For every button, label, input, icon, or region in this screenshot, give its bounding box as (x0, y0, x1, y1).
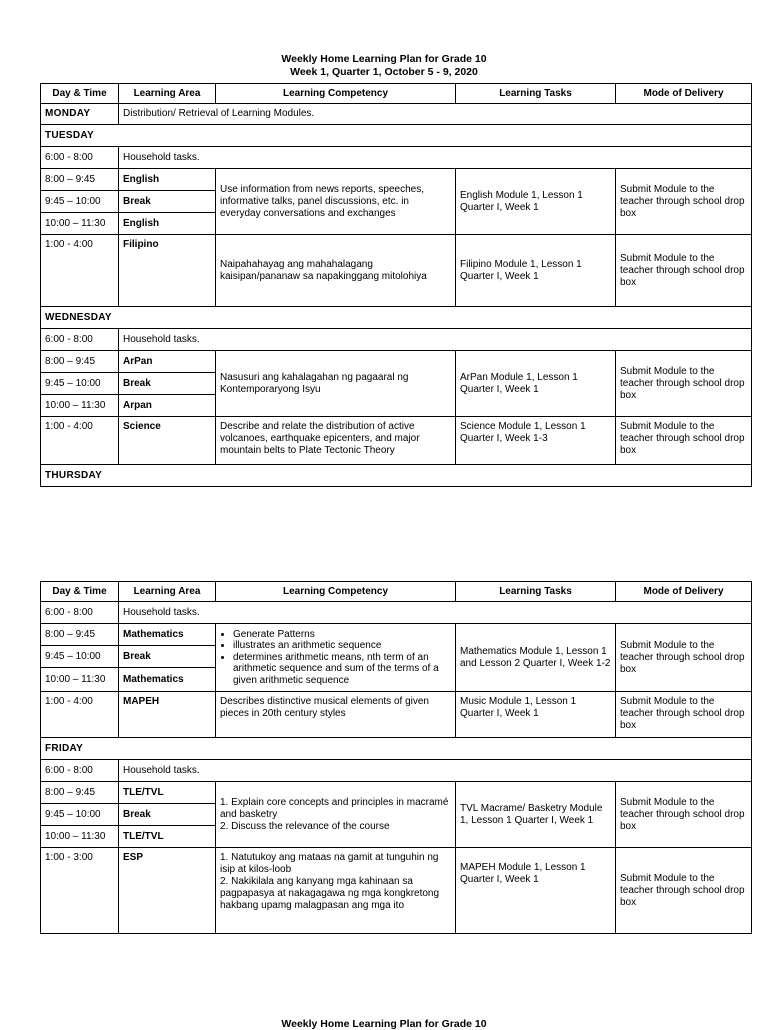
next-plan-title: Weekly Home Learning Plan for Grade 10 (281, 1018, 487, 1030)
col-header-day-time: Day & Time (41, 582, 119, 602)
time-cell: 9:45 – 10:00 (41, 191, 119, 213)
area-cell: Science (119, 417, 216, 465)
area-cell: ArPan (119, 351, 216, 373)
col-header-learning-competency: Learning Competency (216, 582, 456, 602)
table-row (41, 760, 752, 782)
area-cell: MAPEH (119, 692, 216, 738)
col-header-learning-tasks: Learning Tasks (456, 582, 616, 602)
area-cell: Break (119, 373, 216, 395)
table-row (41, 351, 752, 373)
list-item: • determines arithmetic means, nth term of an arithmetic sequence and sum of the terms of a given arithmetic sequence (233, 652, 451, 687)
col-header-learning-competency: Learning Competency (216, 84, 456, 104)
competency-cell: Describe and relate the distribution of active volcanoes, earthquake epicenters, and major mountain belts to Plate Tectonic Theory (216, 417, 456, 465)
time-cell: 8:00 – 9:45 (41, 169, 119, 191)
monday-note: Distribution/ Retrieval of Learning Modules. (119, 104, 752, 125)
area-cell: Filipino (119, 235, 216, 307)
table-row (41, 738, 752, 760)
time-cell: 9:45 – 10:00 (41, 804, 119, 826)
table-row (41, 782, 752, 804)
task-cell: Mathematics Module 1, Lesson 1 and Lesson 2 Quarter I, Week 1-2 (456, 624, 616, 692)
table-row (41, 169, 752, 191)
day-label: TUESDAY (41, 125, 752, 147)
table-row (41, 465, 752, 487)
plan-title: Weekly Home Learning Plan for Grade 10 (281, 53, 487, 65)
area-cell: English (119, 213, 216, 235)
time-cell: 8:00 – 9:45 (41, 782, 119, 804)
competency-cell: Describes distinctive musical elements of given pieces in 20th century styles (216, 692, 456, 738)
time-cell: 6:00 - 8:00 (41, 760, 119, 782)
area-cell: Mathematics (119, 624, 216, 646)
table-row (41, 848, 752, 934)
area-cell: Break (119, 191, 216, 213)
task-cell: MAPEH Module 1, Lesson 1 Quarter I, Week 1 (456, 848, 616, 934)
household-cell: Household tasks. (119, 760, 752, 782)
competency-cell: Use information from news reports, speeches, informative talks, panel discussions, etc. in everyday conversations and exchanges (216, 169, 456, 235)
competency-item: 2. Discuss the relevance of the course (220, 820, 390, 832)
day-label: THURSDAY (41, 465, 752, 487)
competency-cell: Naipahahayag ang mahahalagang kaisipan/pananaw sa napakinggang mitolohiya (216, 235, 456, 307)
time-cell: 10:00 – 11:30 (41, 395, 119, 417)
competency-cell (216, 782, 456, 848)
competency-item: 2. Nakikilala ang kanyang mga kahinaan sa pagpapasya at nakagagawa ng mga kongkretong hakbang upamg malagpasan ang mga ito (220, 876, 440, 911)
household-cell: Household tasks. (119, 147, 752, 169)
task-cell: English Module 1, Lesson 1 Quarter I, Week 1 (456, 169, 616, 235)
competency-cell (216, 624, 456, 692)
area-cell: Break (119, 646, 216, 668)
delivery-cell: Submit Module to the teacher through school drop box (616, 235, 752, 307)
table-row (41, 329, 752, 351)
time-cell: 1:00 - 4:00 (41, 235, 119, 307)
col-header-mode-of-delivery: Mode of Delivery (616, 84, 752, 104)
time-cell: 8:00 – 9:45 (41, 624, 119, 646)
area-cell: Break (119, 804, 216, 826)
delivery-cell: Submit Module to the teacher through school drop box (616, 782, 752, 848)
delivery-cell: Submit Module to the teacher through school drop box (616, 417, 752, 465)
task-cell: Filipino Module 1, Lesson 1 Quarter I, Week 1 (456, 235, 616, 307)
task-cell: ArPan Module 1, Lesson 1 Quarter I, Week 1 (456, 351, 616, 417)
area-cell: Mathematics (119, 668, 216, 692)
plan-table-2 (40, 581, 752, 934)
table-header-row (41, 582, 752, 602)
table-row (41, 624, 752, 646)
competency-item: 1. Natutukoy ang mataas na gamit at tunguhin ng isip at kilos-loob (220, 852, 439, 875)
delivery-cell: Submit Module to the teacher through school drop box (616, 692, 752, 738)
delivery-cell: Submit Module to the teacher through school drop box (616, 169, 752, 235)
table-row (41, 104, 752, 125)
time-cell: 6:00 - 8:00 (41, 329, 119, 351)
delivery-cell: Submit Module to the teacher through school drop box (616, 848, 752, 934)
col-header-mode-of-delivery: Mode of Delivery (616, 582, 752, 602)
plan-subtitle: Week 1, Quarter 1, October 5 - 9, 2020 (290, 66, 478, 78)
table-row (41, 602, 752, 624)
delivery-cell: Submit Module to the teacher through school drop box (616, 624, 752, 692)
table-row (41, 235, 752, 307)
task-cell: Music Module 1, Lesson 1 Quarter I, Week 1 (456, 692, 616, 738)
household-cell: Household tasks. (119, 329, 752, 351)
time-cell: 9:45 – 10:00 (41, 646, 119, 668)
col-header-day-time: Day & Time (41, 84, 119, 104)
day-label: WEDNESDAY (41, 307, 752, 329)
table-row (41, 307, 752, 329)
table-row (41, 417, 752, 465)
time-cell: 9:45 – 10:00 (41, 373, 119, 395)
delivery-cell: Submit Module to the teacher through school drop box (616, 351, 752, 417)
competency-cell: Nasusuri ang kahalagahan ng pagaaral ng Kontemporaryong Isyu (216, 351, 456, 417)
household-cell: Household tasks. (119, 602, 752, 624)
time-cell: 1:00 - 4:00 (41, 417, 119, 465)
time-cell: 1:00 - 4:00 (41, 692, 119, 738)
list-item: • illustrates an arithmetic sequence (233, 640, 451, 652)
table-header-row (41, 84, 752, 104)
area-cell: English (119, 169, 216, 191)
time-cell: 10:00 – 11:30 (41, 668, 119, 692)
time-cell: 1:00 - 3:00 (41, 848, 119, 934)
area-cell: TLE/TVL (119, 826, 216, 848)
time-cell: 8:00 – 9:45 (41, 351, 119, 373)
time-cell: 10:00 – 11:30 (41, 213, 119, 235)
time-cell: 6:00 - 8:00 (41, 147, 119, 169)
day-label: MONDAY (41, 104, 119, 125)
area-cell: TLE/TVL (119, 782, 216, 804)
area-cell: ESP (119, 848, 216, 934)
competency-item: 1. Explain core concepts and principles in macramé and basketry (220, 796, 449, 820)
competency-list (220, 629, 451, 687)
table-row (41, 147, 752, 169)
col-header-learning-area: Learning Area (119, 582, 216, 602)
competency-cell (216, 848, 456, 934)
list-item: • Generate Patterns (233, 629, 451, 641)
table-row (41, 692, 752, 738)
col-header-learning-area: Learning Area (119, 84, 216, 104)
time-cell: 6:00 - 8:00 (41, 602, 119, 624)
task-cell: TVL Macrame/ Basketry Module 1, Lesson 1 Quarter I, Week 1 (456, 782, 616, 848)
plan-table-1 (40, 83, 752, 487)
day-label: FRIDAY (41, 738, 752, 760)
time-cell: 10:00 – 11:30 (41, 826, 119, 848)
task-cell: Science Module 1, Lesson 1 Quarter I, Week 1-3 (456, 417, 616, 465)
table-row (41, 125, 752, 147)
col-header-learning-tasks: Learning Tasks (456, 84, 616, 104)
area-cell: Arpan (119, 395, 216, 417)
